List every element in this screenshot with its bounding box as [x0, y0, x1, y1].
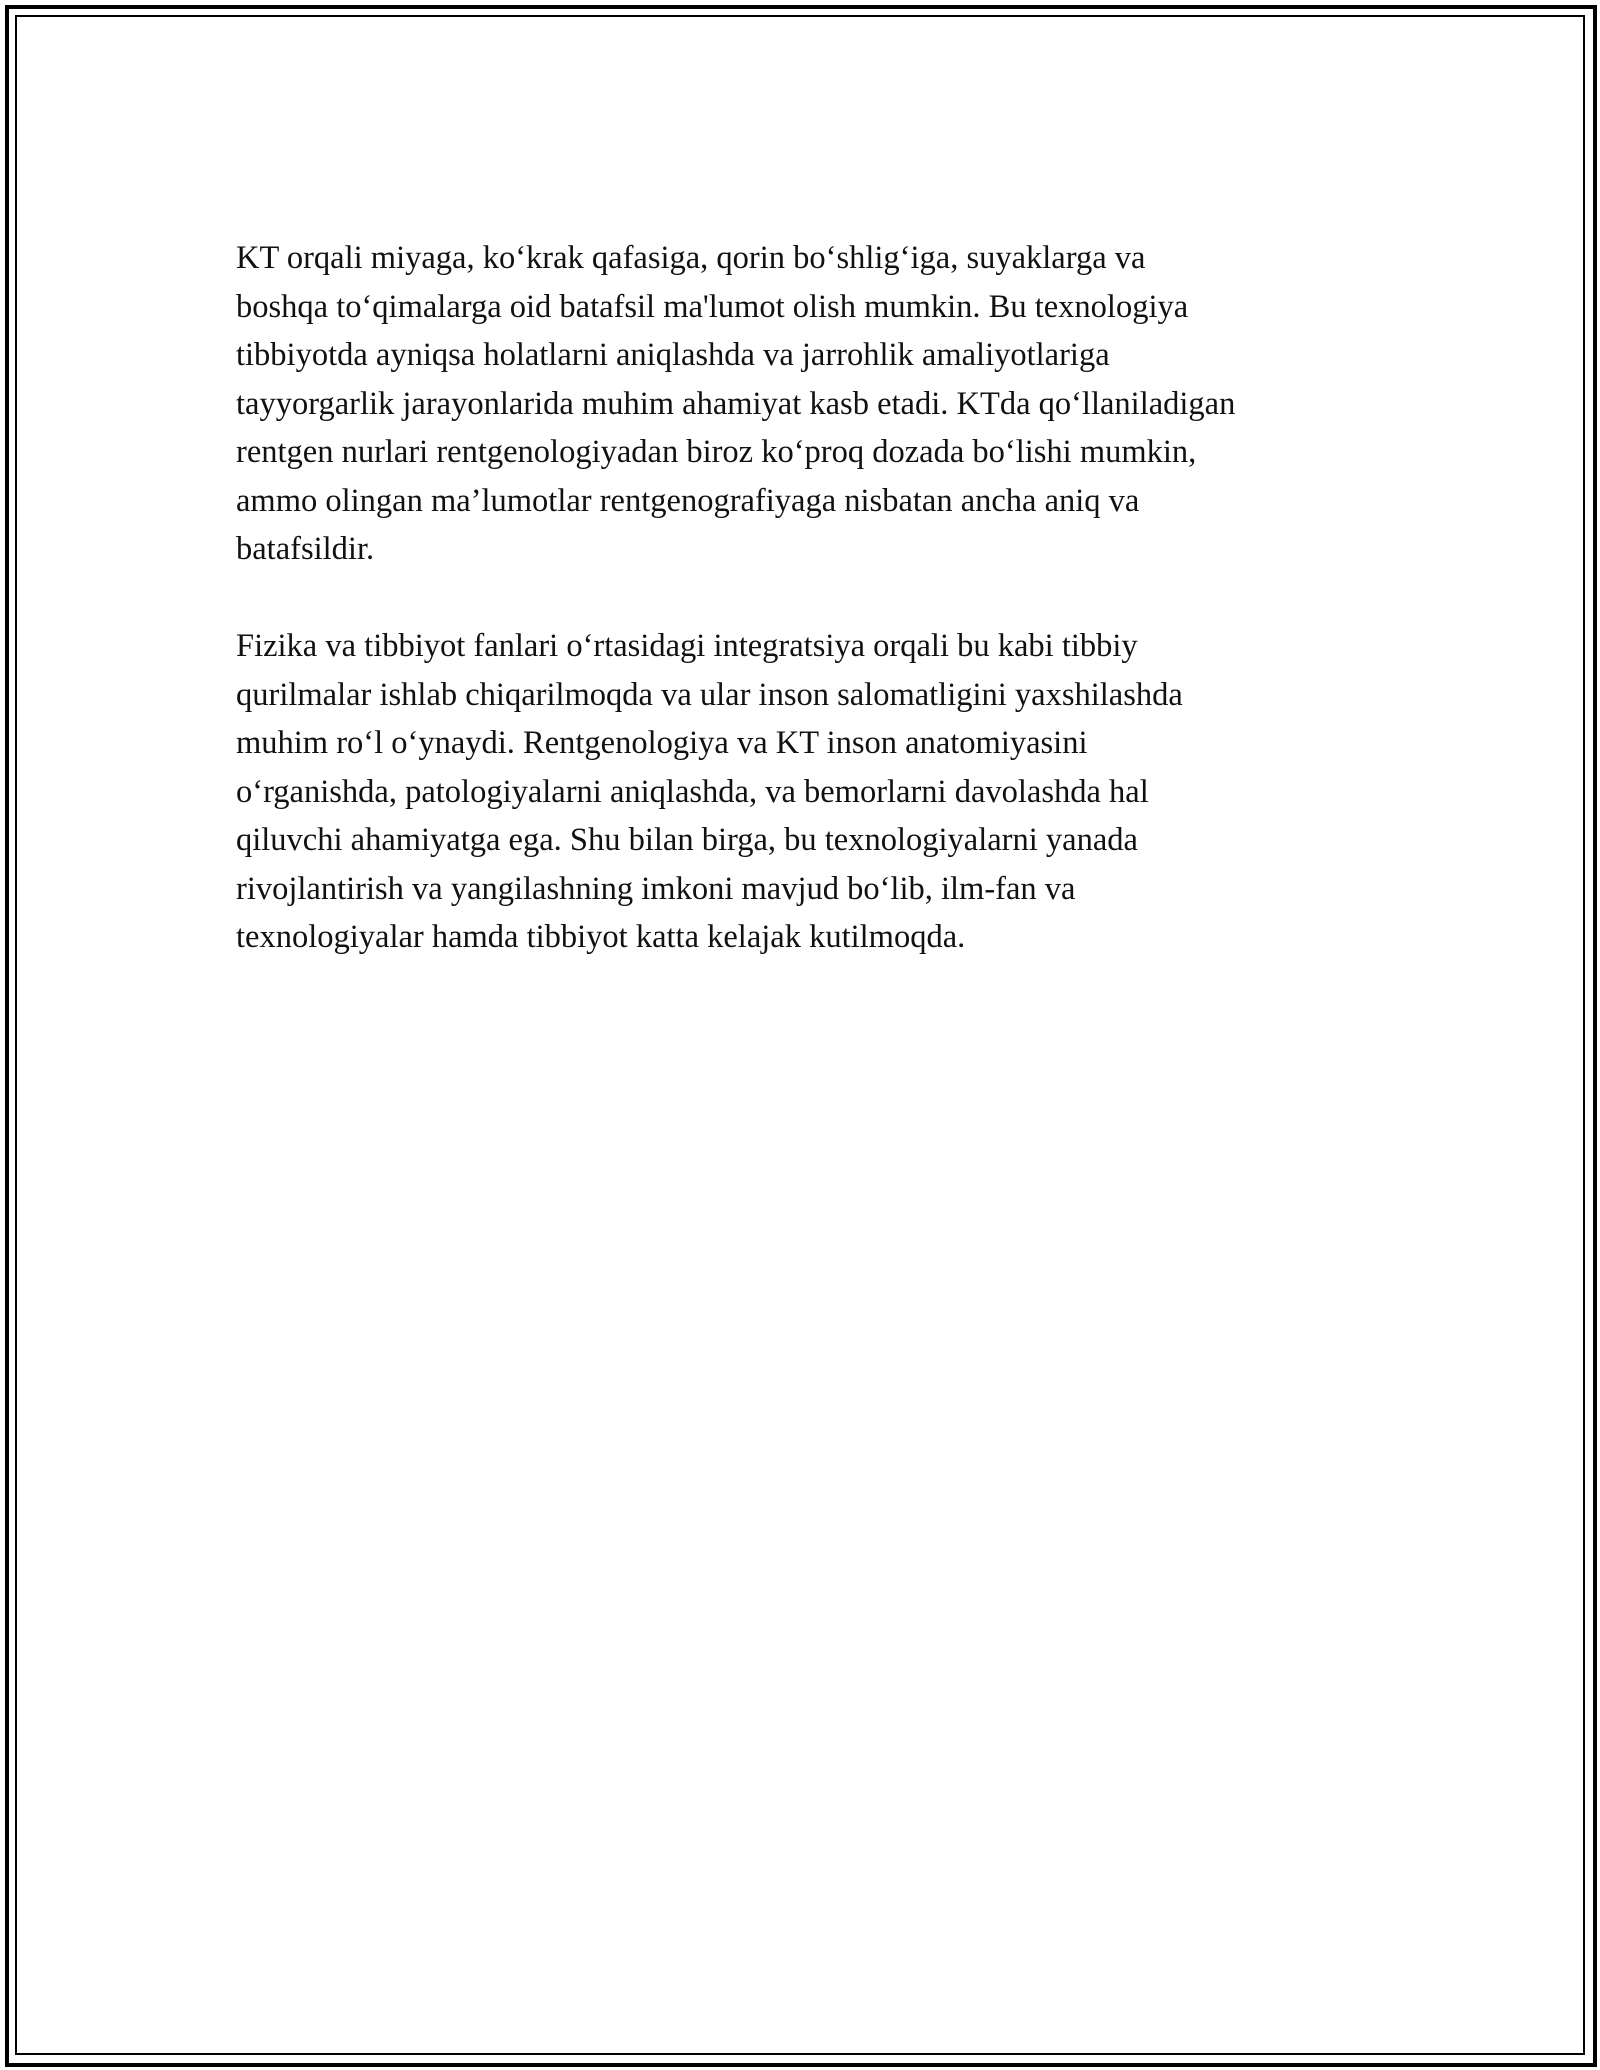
paragraph-2: Fizika va tibbiyot fanlari o‘rtasidagi integratsiya orqali bu kabi tibbiy qurilmalar ishlab chiqarilmoqda va ular inson salomatligini yaxshilashda muhim ro‘l o‘ynaydi. Rentgenologiya va KT inson anatomiyasini o‘rganishda, patologiyalarni aniqlashda, va bemorlarni davolashda hal qiluvchi ahamiyatga ega. Shu bilan birga, bu texnologiyalarni yanada rivojlantirish va yangilashning imkoni mavjud bo‘lib, ilm-fan va texnologiyalar hamda tibbiyot katta kelajak kutilmoqda. — [236, 628, 1183, 955]
paragraph-1: KT orqali miyaga, ko‘krak qafasiga, qorin bo‘shlig‘iga, suyaklarga va boshqa to‘qimalarga oid batafsil ma'lumot olish mumkin. Bu texnologiya tibbiyotda ayniqsa holatlarni aniqlashda va jarrohlik amaliyotlariga tayyorgarlik jarayonlarida muhim ahamiyat kasb etadi. KTda qo‘llaniladigan rentgen nurlari rentgenologiyadan biroz ko‘proq dozada bo‘lishi mumkin, ammo olingan ma’lumotlar rentgenografiyaga nisbatan ancha aniq va batafsildir. — [236, 240, 1236, 567]
document-body — [236, 234, 1386, 1010]
